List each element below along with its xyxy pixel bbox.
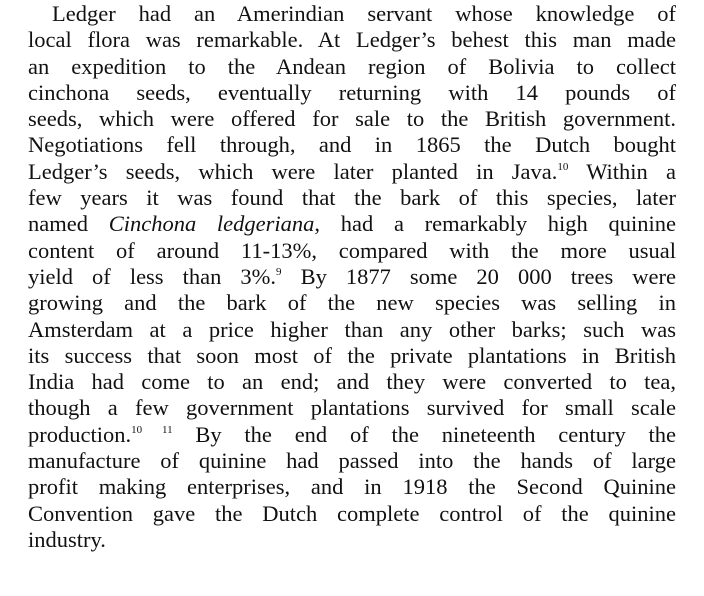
text-segment: , had a remarkably high quinine — [314, 211, 677, 237]
text-line: growing and the bark of the new species was selling in — [28, 290, 676, 316]
text-line: Amsterdam at a price higher than any other barks; such was — [28, 316, 676, 342]
text-segment: Ledger’s seeds, which were later planted in Java. — [28, 158, 558, 184]
text-line: manufacture of quinine had passed into the hands of large — [28, 448, 676, 474]
text-line — [28, 422, 676, 448]
text-line: profit making enterprises, and in 1918 the Second Quinine — [28, 474, 676, 500]
text-line: its success that soon most of the private plantations in British — [28, 342, 676, 368]
text-line: an expedition to the Andean region of Bolivia to collect — [28, 53, 676, 79]
footnote-reference: 10 — [557, 160, 569, 173]
text-line: industry. — [28, 526, 106, 552]
text-line: cinchona seeds, eventually returning with 14 pounds of — [28, 79, 676, 105]
text-line: seeds, which were offered for sale to the British government. — [28, 106, 676, 132]
body-paragraph — [28, 1, 676, 553]
text-line: few years it was found that the bark of this species, later — [28, 185, 676, 211]
text-line: Ledger had an Amerindian servant whose knowledge of — [52, 1, 676, 26]
footnote-reference — [142, 424, 162, 436]
footnote-reference: 11 — [162, 423, 173, 436]
document-page — [28, 1, 676, 553]
text-segment: By the end of the nineteenth century the — [195, 421, 676, 447]
text-line — [28, 159, 676, 185]
text-line: though a few government plantations survived for small scale — [28, 395, 676, 421]
text-line — [28, 264, 676, 290]
text-line: Convention gave the Dutch complete control of the quinine — [28, 500, 676, 526]
text-segment: Within a — [586, 158, 677, 184]
text-line: India had come to an end; and they were converted to tea, — [28, 369, 676, 395]
species-name: Cinchona ledgeriana — [108, 211, 315, 237]
text-segment: named — [28, 211, 88, 237]
text-segment: yield of less than 3%. — [28, 263, 277, 289]
footnote-reference: 10 — [131, 423, 143, 436]
text-line — [28, 211, 676, 237]
footnote-reference: 9 — [276, 265, 282, 278]
text-line: Negotiations fell through, and in 1865 the Dutch bought — [28, 132, 676, 158]
text-line: local flora was remarkable. At Ledger’s behest this man made — [28, 27, 676, 53]
text-segment: production. — [28, 421, 132, 447]
text-line: content of around 11-13%, compared with the more usual — [28, 237, 676, 263]
text-segment: By 1877 some 20 000 trees were — [300, 263, 676, 289]
